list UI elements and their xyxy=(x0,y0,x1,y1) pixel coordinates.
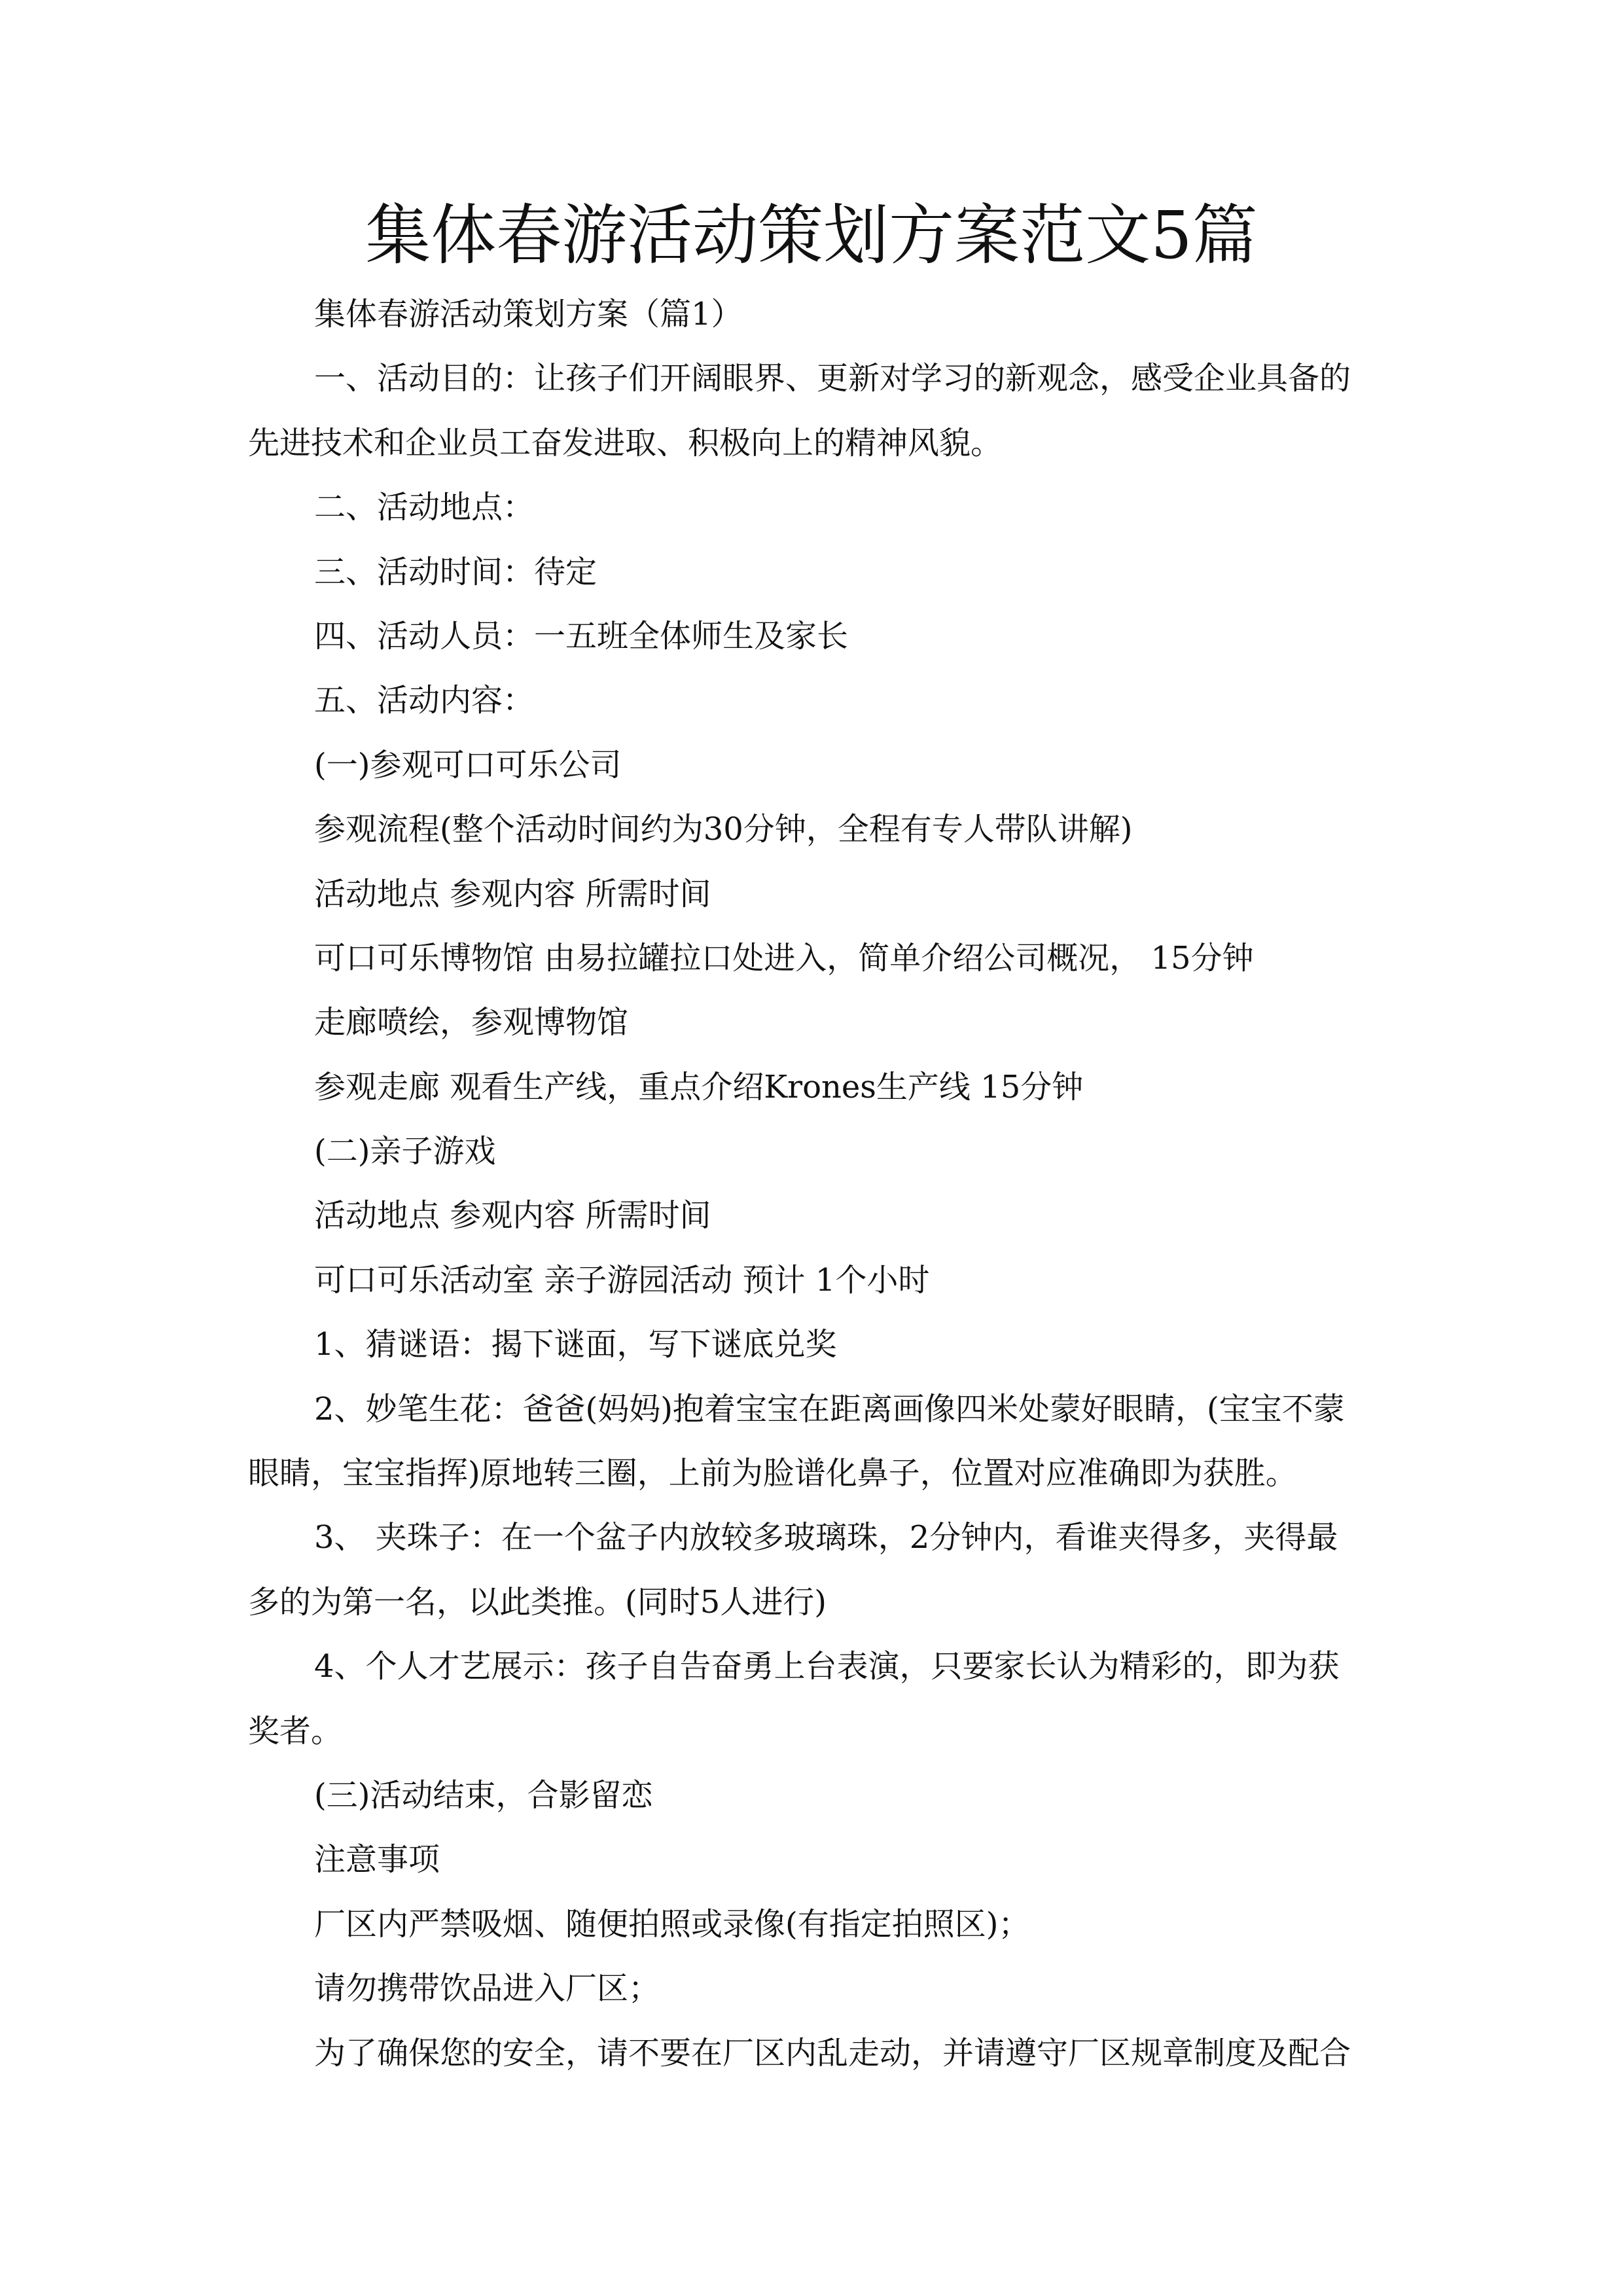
text-line: 奖者。 xyxy=(248,1712,343,1749)
text-line: 请勿携带饮品进入厂区； xyxy=(314,1970,660,2007)
text-line: 一、活动目的：让孩子们开阔眼界、更新对学习的新观念，感受企业具备的 xyxy=(314,360,1351,397)
text-line: 可口可乐博物馆 由易拉罐拉口处进入，简单介绍公司概况， 15分钟 xyxy=(314,939,1254,977)
text-line: 1、猜谜语：揭下谜面，写下谜底兑奖 xyxy=(314,1326,837,1363)
text-line: 可口可乐活动室 亲子游园活动 预计 1个小时 xyxy=(314,1261,930,1299)
text-line: 为了确保您的安全，请不要在厂区内乱走动，并请遵守厂区规章制度及配合 xyxy=(314,2034,1351,2072)
text-line: 活动地点 参观内容 所需时间 xyxy=(314,1197,711,1234)
text-line: 先进技术和企业员工奋发进取、积极向上的精神风貌。 xyxy=(248,424,1003,461)
text-line: 走廊喷绘，参观博物馆 xyxy=(314,1004,629,1041)
text-line: 注意事项 xyxy=(314,1841,440,1878)
document-body xyxy=(248,282,1400,2085)
text-line: 眼睛，宝宝指挥)原地转三圈，上前为脸谱化鼻子，位置对应准确即为获胜。 xyxy=(248,1455,1297,1492)
text-line: 五、活动内容： xyxy=(314,682,535,719)
text-line: 4、个人才艺展示：孩子自告奋勇上台表演，只要家长认为精彩的，即为获 xyxy=(314,1648,1340,1685)
text-line: (一)参观可口可乐公司 xyxy=(314,746,622,783)
text-line: 3、 夹珠子：在一个盆子内放较多玻璃珠，2分钟内，看谁夹得多，夹得最 xyxy=(314,1519,1338,1556)
text-line: 参观走廊 观看生产线，重点介绍Krones生产线 15分钟 xyxy=(314,1068,1084,1105)
text-line: 三、活动时间：待定 xyxy=(314,553,597,590)
text-line: 活动地点 参观内容 所需时间 xyxy=(314,875,711,912)
text-line: 四、活动人员：一五班全体师生及家长 xyxy=(314,617,849,655)
text-line: 参观流程(整个活动时间约为30分钟，全程有专人带队讲解) xyxy=(314,811,1133,848)
text-line: (三)活动结束，合影留恋 xyxy=(314,1776,653,1814)
document-title: 集体春游活动策划方案范文5篇 xyxy=(365,197,1258,274)
text-line: (二)亲子游戏 xyxy=(314,1133,496,1170)
text-line: 厂区内严禁吸烟、随便拍照或录像(有指定拍照区)； xyxy=(314,1905,1030,1943)
text-line: 集体春游活动策划方案（篇1） xyxy=(314,296,743,332)
text-line: 二、活动地点： xyxy=(314,489,535,526)
text-line: 多的为第一名，以此类推。(同时5人进行) xyxy=(248,1583,827,1621)
text-line: 2、妙笔生花：爸爸(妈妈)抱着宝宝在距离画像四米处蒙好眼睛，(宝宝不蒙 xyxy=(314,1390,1345,1427)
